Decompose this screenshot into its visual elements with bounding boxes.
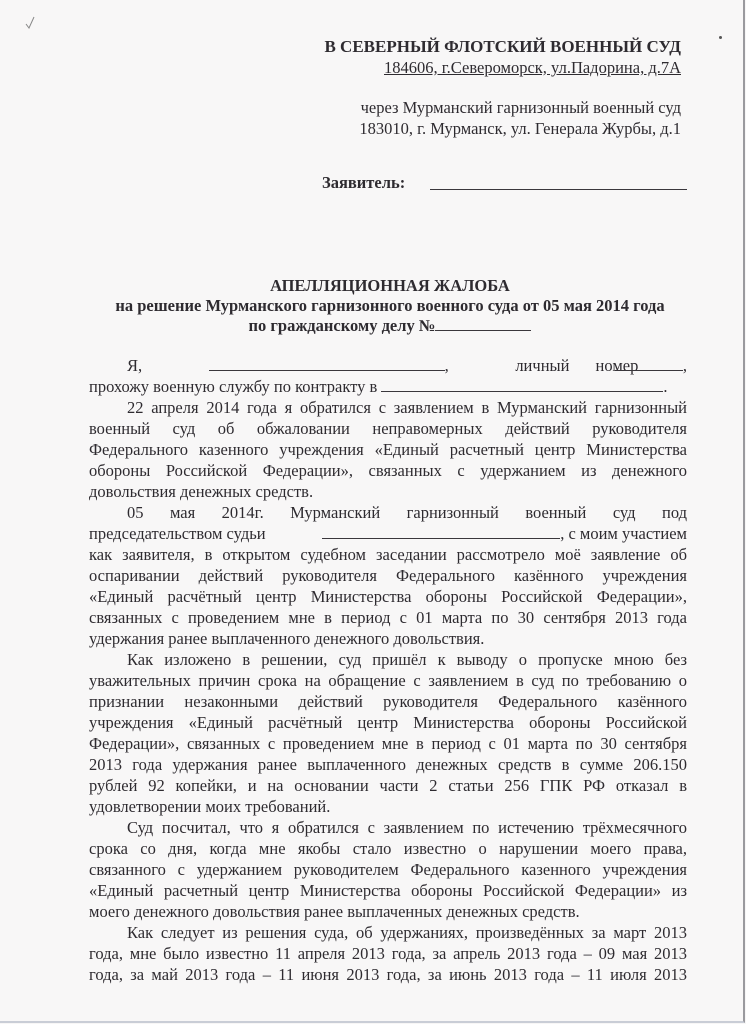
addressee-court: В СЕВЕРНЫЙ ФЛОТСКИЙ ВОЕННЫЙ СУД: [324, 37, 681, 56]
service-label: прохожу военную службу по контракту в: [89, 377, 378, 396]
p1-line: военный суд об обжаловании неправомерных действий руководителя: [89, 419, 687, 438]
p2-line: как заявителя, в открытом судебном заседании рассмотрело моё заявление об: [89, 545, 687, 564]
title-line-1: АПЕЛЛЯЦИОННАЯ ЖАЛОБА: [270, 276, 510, 295]
p3-line: удовлетворении моих требований.: [89, 797, 331, 816]
paragraph-3: [89, 649, 687, 817]
title-line-2: на решение Мурманского гарнизонного военного суда от 05 мая 2014 года: [115, 296, 665, 315]
p2-judge-label: председательством судьи: [89, 524, 266, 543]
personal-number-label: личный номер: [515, 356, 639, 375]
via-court-address: 183010, г. Мурманск, ул. Генерала Журбы, д.1: [359, 119, 681, 138]
via-court: через Мурманский гарнизонный военный суд: [360, 98, 681, 117]
judge-name-blank: [322, 524, 560, 539]
paragraph-2: [89, 502, 687, 649]
p4-line: «Единый расчетный центр Министерства обороны Российской Федерации» из: [89, 881, 687, 900]
case-number-blank: [435, 316, 531, 331]
paragraph-4: [89, 817, 687, 922]
p1-line: 22 апреля 2014 года я обратился с заявлением в Мурманский гарнизонный: [127, 398, 687, 417]
p2-line: 05 мая 2014г. Мурманский гарнизонный военный суд под: [127, 503, 687, 522]
intro-line-1: [89, 355, 687, 376]
applicant-blank-line: [430, 189, 687, 190]
p2-line: связанных с проведением мне в период с 01 марта по 30 сентября 2013 года: [89, 608, 687, 627]
p4-line: моего денежного довольствия ранее выплаченных денежных средств.: [89, 902, 580, 921]
p2-judge-line: [89, 523, 687, 544]
p1-line: обороны Российской Федерации», связанных с удержанием из денежного: [89, 461, 687, 480]
p4-line: Суд посчитал, что я обратился с заявлением по истечению трёхмесячного: [127, 818, 687, 837]
document-title: [70, 276, 710, 336]
personal-number-blank: [615, 356, 683, 371]
p2-line: оспаривании действий руководителя Федерального казённого учреждения: [89, 566, 687, 585]
p3-line: признании незаконными действий руководителя Федерального казённого: [89, 692, 687, 711]
p2-judge-suffix: , с моим участием: [560, 524, 687, 543]
p3-line: 2013 года удержания ранее выплаченного денежных средств в сумме 206.150: [89, 755, 687, 774]
intro-line-2: прохожу военную службу по контракту в .: [89, 377, 668, 396]
document-body: [89, 355, 687, 985]
addressee-court-address: 184606, г.Североморск, ул.Падорина, д.7А: [384, 58, 681, 77]
service-unit-blank: [381, 377, 663, 392]
name-field: ,: [209, 355, 449, 376]
p2-line: удержания ранее выплаченного денежного довольствия.: [89, 629, 485, 648]
scan-mark-icon: [25, 16, 35, 30]
p4-line: срока со дня, когда мне якобы стало известно о нарушении моего права,: [89, 839, 687, 858]
case-number-label: по гражданскому делу №: [248, 316, 436, 335]
p5-line: года, за май 2013 года – 11 июня 2013 года, за июнь 2013 года – 11 июля 2013: [89, 965, 687, 984]
p5-line: года, мне было известно 11 апреля 2013 года, за апрель 2013 года – 09 мая 2013: [89, 944, 687, 963]
p3-line: уважительных причин срока на обращение с заявлением в суд по требованию о: [89, 671, 687, 690]
p3-line: Как изложено в решении, суд пришёл к выводу о пропуске мною без: [127, 650, 687, 669]
p1-line: Федерального казенного учреждения «Единый расчетный центр Министерства: [89, 440, 687, 459]
p5-line: Как следует из решения суда, об удержаниях, произведённых за март 2013: [127, 923, 687, 942]
paragraph-5: [89, 922, 687, 985]
applicant-label: Заявитель:: [322, 173, 406, 192]
p3-line: Федерации», связанных с проведением мне в период с 01 марта по 30 сентября: [89, 734, 687, 753]
p3-line: учреждения «Единый расчётный центр Министерства обороны Российской: [89, 713, 687, 732]
personal-number-field: ,: [615, 355, 687, 376]
name-blank: [209, 356, 445, 371]
paragraph-1: [89, 397, 687, 502]
judge-field: [322, 523, 687, 544]
intro-ya: Я,: [127, 356, 143, 375]
scan-speck: [719, 36, 722, 39]
p3-line: рублей 92 копейки, и на основании части 2 статьи 256 ГПК РФ отказал в: [89, 776, 687, 795]
p4-line: связанного с удержанием руководителем Федерального казенного учреждения: [89, 860, 687, 879]
title-line-3: [70, 316, 710, 336]
p1-line: довольствия денежных средств.: [89, 482, 314, 501]
p2-line: «Единый расчётный центр Министерства обороны Российской Федерации»,: [89, 587, 687, 606]
